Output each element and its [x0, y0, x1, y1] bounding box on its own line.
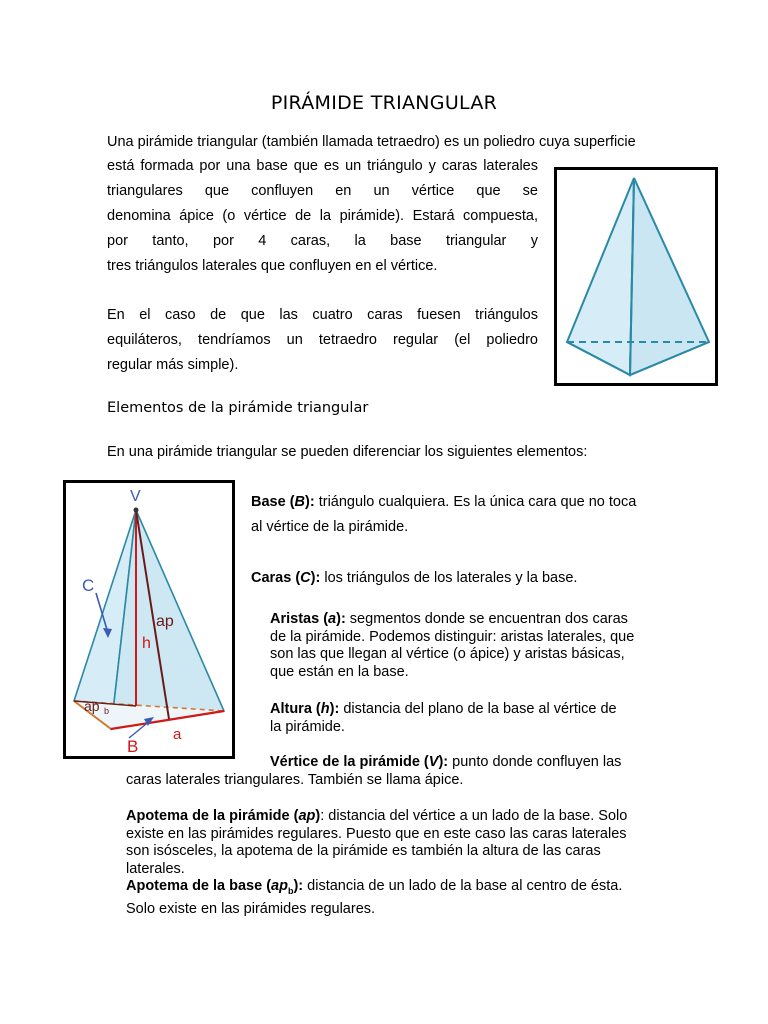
aristas-term: Aristas — [270, 611, 320, 627]
caras-symbol: C — [300, 570, 311, 586]
apotema-piramide-text-2: existe en las pirámides regulares. Puesto que en este caso las caras laterales — [126, 825, 627, 842]
apotema-piramide-text-4: laterales. — [126, 860, 185, 877]
regular-line-1: En el caso de que las cuatro caras fuesen triángulos — [107, 307, 538, 323]
label-apb-sub: b — [104, 706, 110, 716]
intro-line-5: por tanto, por 4 caras, la base triangular y — [107, 233, 538, 249]
labelled-pyramid-drawing — [66, 483, 232, 756]
intro-line-3: triangulares que confluyen en un vértice que se — [107, 183, 538, 199]
apotema-base-symbol: ap — [271, 878, 288, 895]
label-c: C — [82, 576, 95, 595]
apotema-piramide-symbol: ap — [298, 808, 316, 824]
label-v: V — [130, 488, 141, 505]
aristas-text-3: son las que llegan al vértice (o ápice) y aristas básicas, — [270, 646, 625, 663]
elements-intro: En una pirámide triangular se pueden diferenciar los siguientes elementos: — [107, 444, 588, 460]
pyramid-face-right — [630, 178, 709, 375]
apotema-piramide-text-1: : distancia del vértice a un lado de la base. Solo — [320, 808, 628, 824]
aristas-symbol: a — [328, 611, 337, 627]
regular-line-3: regular más simple). — [107, 357, 239, 373]
apotema-piramide-definition: Apotema de la pirámide (ap): distancia del vértice a un lado de la base. Solo existe en las pirámides regulares. Puesto que en este caso las caras laterales son isósceles, la apotema de la pirámide es también la altura de las caras laterales. Apotema de la base $(ap_b)$: distancia de un lado de la base al centro de ésta. Solo existe en las pirámides regulares. — [126, 808, 656, 918]
labelled-pyramid-figure — [63, 480, 235, 759]
intro-line-4: denomina ápice (o vértice de la pirámide). Estará compuesta, — [107, 208, 538, 224]
aristas-text-1: segmentos donde se encuentran dos caras — [345, 611, 628, 627]
base-term: Base — [251, 494, 286, 510]
vertice-definition: Vértice de la pirámide (V): punto donde confluyen las — [270, 754, 622, 770]
aristas-definition: Aristas (a): segmentos donde se encuentran dos caras de la pirámide. Podemos distinguir: aristas laterales, que son las que llegan al vértice (o ápice) y aristas básicas, que están en la base. — [270, 611, 670, 681]
altura-term: Altura — [270, 701, 312, 717]
base-text-1: triángulo cualquiera. Es la única cara que no toca — [314, 494, 637, 510]
apotema-piramide-term: Apotema de la pirámide — [126, 808, 290, 824]
vertice-term: Vértice de la pirámide — [270, 754, 420, 770]
base-definition: Base (B): triángulo cualquiera. Es la única cara que no toca — [251, 494, 637, 510]
altura-text-1: distancia del plano de la base al vértice de — [339, 701, 617, 717]
altura-definition: Altura (h): distancia del plano de la base al vértice de la pirámide. — [270, 701, 670, 736]
section-heading: Elementos de la pirámide triangular — [107, 400, 369, 416]
label-h: h — [142, 635, 151, 652]
apotema-base-term: Apotema de la base — [126, 878, 263, 895]
aristas-text-2: de la pirámide. Podemos distinguir: aristas laterales, que — [270, 628, 635, 645]
caras-text: los triángulos de los laterales y la base. — [320, 570, 578, 586]
apex-point — [134, 508, 139, 513]
apotema-piramide-text-3: son isósceles, la apotema de la pirámide es también la altura de las caras — [126, 843, 601, 860]
tetrahedron-drawing — [557, 170, 715, 383]
pyramid-face-left — [567, 178, 634, 375]
base-text-2: al vértice de la pirámide. — [251, 519, 409, 535]
base-symbol: B — [294, 494, 306, 510]
apotema-base-text-2: Solo existe en las pirámides regulares. — [126, 900, 376, 917]
vertice-symbol: V — [428, 754, 439, 770]
regular-line-2: equiláteros, tendríamos un tetraedro regular (el poliedro — [107, 332, 538, 348]
altura-text-2: la pirámide. — [270, 718, 345, 735]
intro-line-1: Una pirámide triangular (también llamada tetraedro) es un poliedro cuya superficie — [107, 134, 636, 150]
apotema-base-text-1: distancia de un lado de la base al centro de ésta. — [303, 878, 623, 895]
apotema-base-sub: b — [287, 886, 294, 897]
caras-term: Caras — [251, 570, 292, 586]
intro-line-6: tres triángulos laterales que confluyen en el vértice. — [107, 258, 438, 274]
caras-definition: Caras (C): los triángulos de los laterales y la base. — [251, 570, 578, 586]
altura-symbol: h — [320, 701, 330, 717]
vertice-text-1: punto donde confluyen las — [448, 754, 622, 770]
label-ap: ap — [156, 613, 174, 630]
label-b: B — [127, 737, 139, 756]
label-a: a — [173, 726, 182, 743]
label-apb: ap — [84, 698, 100, 714]
vertice-text-2: caras laterales triangulares. También se llama ápice. — [126, 772, 464, 788]
aristas-text-4: que están en la base. — [270, 663, 409, 680]
tetrahedron-figure — [554, 167, 718, 386]
intro-line-2: está formada por una base que es un triángulo y caras laterales — [107, 158, 538, 174]
page-title: PIRÁMIDE TRIANGULAR — [270, 92, 498, 114]
